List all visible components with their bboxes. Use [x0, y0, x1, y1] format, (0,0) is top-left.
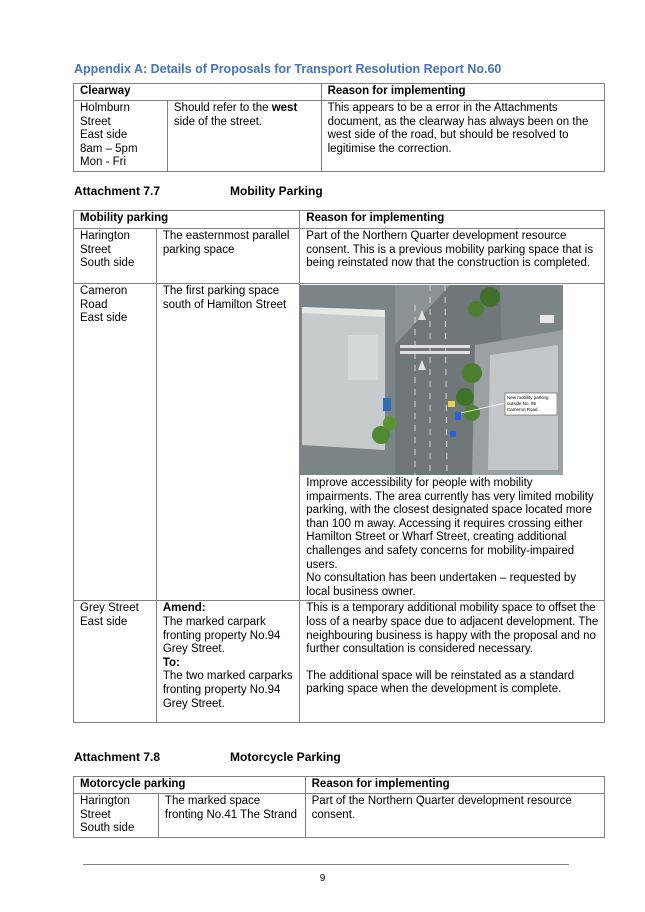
photo-label-line: New mobility parking [507, 395, 549, 400]
reason-cell: This appears to be a error in the Attachments document, as the clearway has always been on the west side of the road, but should be resolved to legitimise the correction. [321, 101, 604, 172]
table-row [74, 284, 605, 601]
motorcycle-reason-header: Reason for implementing [305, 777, 604, 794]
photo-label-line: Cameron Road [507, 407, 538, 412]
reason-paragraph: No consultation has been undertaken – requested by local business owner. [306, 572, 577, 598]
footer-divider [83, 864, 569, 865]
attachment-title: Mobility Parking [230, 184, 323, 198]
reason-cell [300, 601, 605, 723]
mobility-parking-table [73, 210, 605, 723]
location-cell: Grey Street East side [74, 601, 157, 723]
reason-paragraph: This is a temporary additional mobility space to offset the loss of a nearby space due to adjacent development. The neighbouring business is happy with the proposal and no further consultation is considered necessary. [306, 602, 599, 656]
attachment-number: Attachment 7.8 [74, 750, 161, 764]
page-number: 9 [319, 873, 326, 884]
table-row [74, 101, 605, 172]
reason-paragraph: Improve accessibility for people with mobility impairments. The area currently has very limited mobility parking, with the closest designated space located more than 100 m away. Accessing it requires crossing either Hamilton Street or Wharf Street, creating additional challenges and safety concerns for mobility-impaired users. [306, 477, 594, 571]
table-row [74, 794, 605, 838]
description-cell: The easternmost parallel parking space [156, 229, 299, 284]
attachment-number: Attachment 7.7 [74, 184, 161, 198]
mobility-reason-header: Reason for implementing [300, 211, 605, 229]
mobility-header: Mobility parking [74, 211, 300, 229]
aerial-photo [300, 285, 563, 475]
table-row [74, 601, 605, 723]
description-cell: Amend: The marked carpark fronting property No.94 Grey Street. To: The two marked carparks fronting property No.94 Grey Street. [156, 601, 299, 723]
reason-paragraph: The additional space will be reinstated as a standard parking space when the development is complete. [306, 669, 575, 696]
location-cell: Cameron Road East side [74, 284, 157, 601]
description-cell: Should refer to the west side of the street. [167, 101, 321, 172]
location-cell: Harington Street South side [74, 794, 159, 838]
table-row [74, 229, 605, 284]
motorcycle-parking-table [73, 776, 605, 838]
appendix-heading: Appendix A: Details of Proposals for Transport Resolution Report No.60 [74, 62, 502, 76]
description-cell: The marked space fronting No.41 The Strand [158, 794, 305, 838]
reason-cell: Part of the Northern Quarter development resource consent. [305, 794, 604, 838]
location-cell: Harington Street South side [74, 229, 157, 284]
attachment-title: Motorcycle Parking [230, 750, 341, 764]
location-cell: Holmburn Street East side 8am – 5pm Mon - Fri [74, 101, 168, 172]
motorcycle-header: Motorcycle parking [74, 777, 306, 794]
photo-label-line: outside No. 96 [507, 401, 537, 406]
clearway-reason-header: Reason for implementing [321, 84, 604, 101]
reason-cell: Part of the Northern Quarter development resource consent. This is a previous mobility parking space that is being reinstated now that the construction is completed. [300, 229, 605, 284]
description-cell: The first parking space south of Hamilton Street [156, 284, 299, 601]
reason-cell [300, 284, 605, 601]
clearway-header: Clearway [74, 84, 322, 101]
clearway-table [73, 83, 605, 172]
